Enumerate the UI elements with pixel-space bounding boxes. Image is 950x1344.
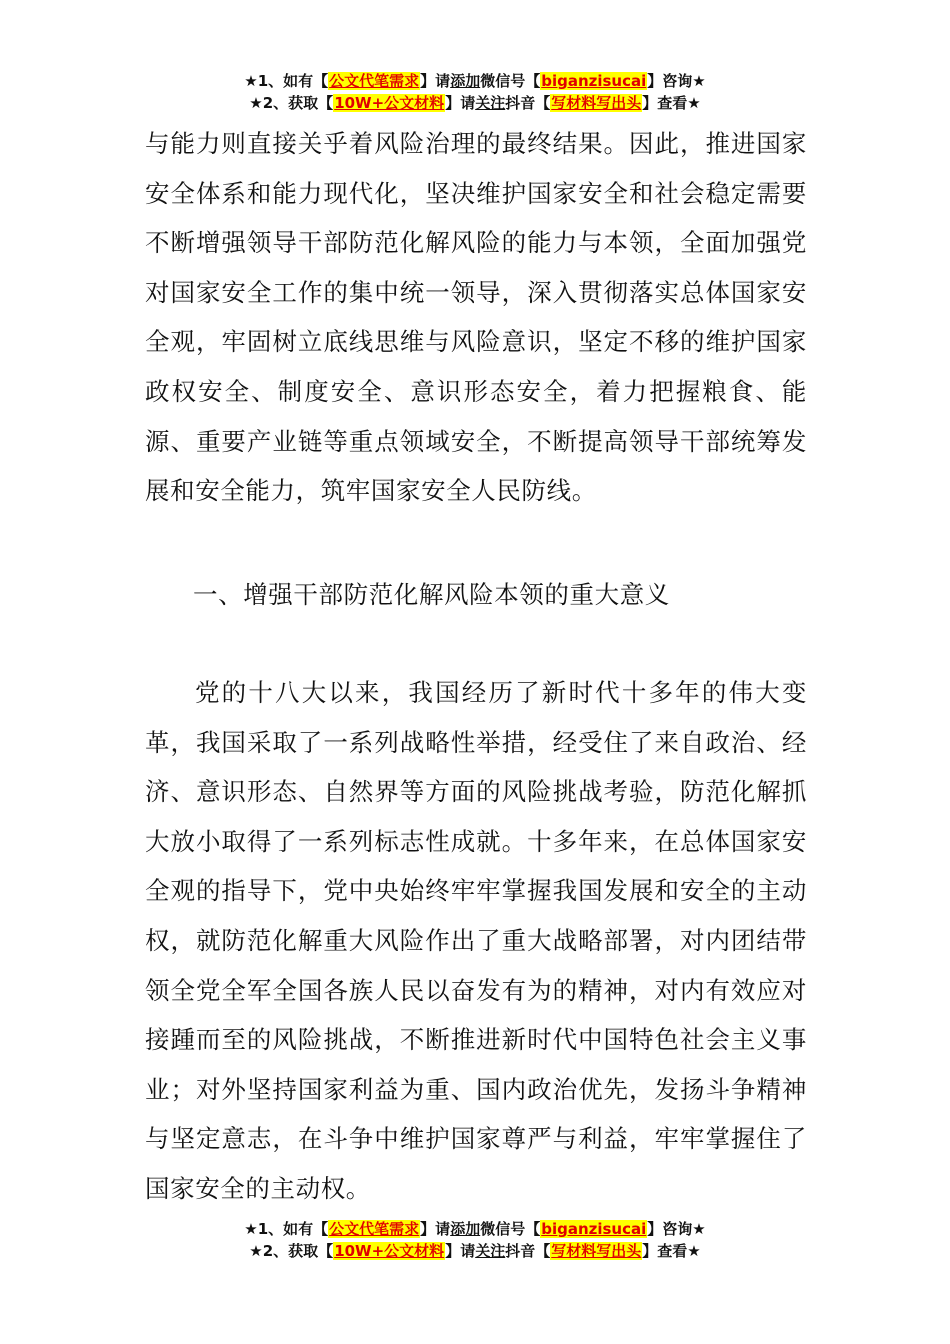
promo-text: 微信号【: [480, 1220, 541, 1238]
promo-text: 添加: [450, 72, 481, 90]
promo-highlight: 写材料写出头: [551, 94, 642, 112]
promo-text: ★1、如有【: [244, 1220, 329, 1238]
section-heading: 一、增强干部防范化解风险本领的重大意义: [193, 580, 670, 609]
promo-highlight: 公文代笔需求: [329, 1220, 420, 1238]
promo-highlight: 10W+公文材料: [334, 94, 445, 112]
promo-text: 】咨询★: [647, 72, 706, 90]
body-paragraph-2: [145, 668, 807, 1214]
promo-text: 】请: [420, 1220, 451, 1238]
promo-highlight: biganzisucai: [541, 72, 647, 90]
promo-text: 添加: [450, 1220, 481, 1238]
promo-text: 抖音【: [505, 94, 551, 112]
header-promo: [0, 70, 950, 114]
promo-text: 关注: [475, 94, 506, 112]
promo-text: 关注: [475, 1242, 506, 1260]
promo-text: 】请: [445, 94, 476, 112]
promo-text: ★2、获取【: [249, 94, 334, 112]
promo-line-1: [0, 1218, 950, 1240]
promo-highlight: 写材料写出头: [551, 1242, 642, 1260]
promo-line-2: [0, 1240, 950, 1262]
footer-promo: [0, 1218, 950, 1262]
promo-text: 】查看★: [642, 1242, 701, 1260]
promo-text: ★1、如有【: [244, 72, 329, 90]
promo-highlight: 10W+公文材料: [334, 1242, 445, 1260]
promo-highlight: biganzisucai: [541, 1220, 647, 1238]
body-paragraph-1: [145, 119, 807, 516]
promo-highlight: 公文代笔需求: [329, 72, 420, 90]
promo-line-1: [0, 70, 950, 92]
paragraph-text: 与能力则直接关乎着风险治理的最终结果。因此，推进国家安全体系和能力现代化，坚决维护国家安全和社会稳定需要不断增强领导干部防范化解风险的能力与本领，全面加强党对国家安全工作的集中统一领导，深入贯彻落实总体国家安全观，牢固树立底线思维与风险意识，坚定不移的维护国家政权安全、制度安全、意识形态安全，着力把握粮食、能源、重要产业链等重点领域安全，不断提高领导干部统筹发展和安全能力，筑牢国家安全人民防线。: [145, 129, 807, 506]
paragraph-text: 党的十八大以来，我国经历了新时代十多年的伟大变革，我国采取了一系列战略性举措，经受住了来自政治、经济、意识形态、自然界等方面的风险挑战考验，防范化解抓大放小取得了一系列标志性成就。十多年来，在总体国家安全观的指导下，党中央始终牢牢掌握我国发展和安全的主动权，就防范化解重大风险作出了重大战略部署，对内团结带领全党全军全国各族人民以奋发有为的精神，对内有效应对接踵而至的风险挑战，不断推进新时代中国特色社会主义事业；对外坚持国家利益为重、国内政治优先，发扬斗争精神与坚定意志，在斗争中维护国家尊严与利益，牢牢掌握住了国家安全的主动权。: [145, 678, 807, 1203]
promo-text: 】查看★: [642, 94, 701, 112]
promo-line-2: [0, 92, 950, 114]
promo-text: 】请: [420, 72, 451, 90]
promo-text: 抖音【: [505, 1242, 551, 1260]
promo-text: 】咨询★: [647, 1220, 706, 1238]
promo-text: 】请: [445, 1242, 476, 1260]
promo-text: ★2、获取【: [249, 1242, 334, 1260]
promo-text: 微信号【: [480, 72, 541, 90]
